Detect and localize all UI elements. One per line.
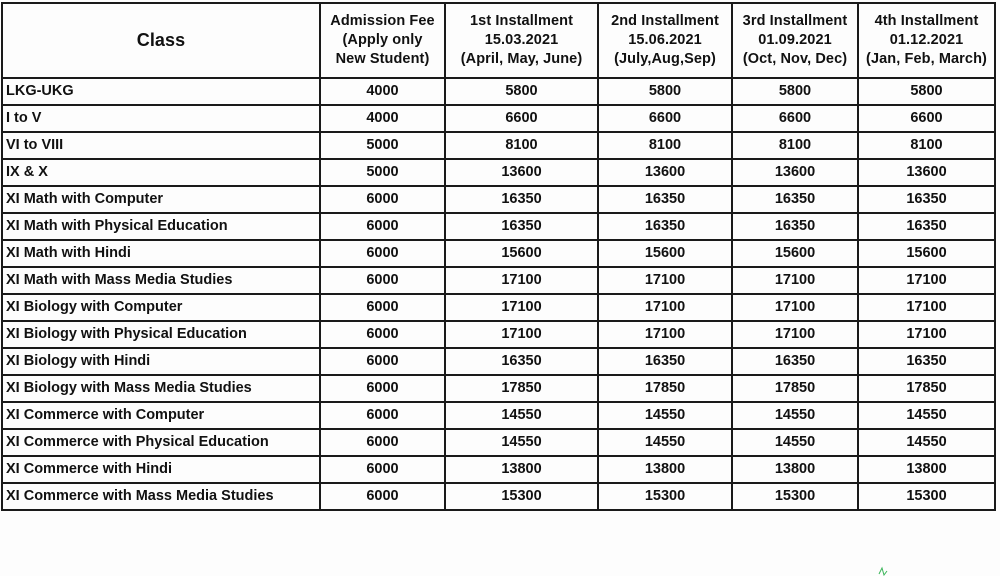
cell-installment-1: 17100 (445, 267, 598, 294)
fee-table (1, 2, 996, 511)
cell-admission-fee: 6000 (320, 348, 445, 375)
cell-installment-3: 13600 (732, 159, 858, 186)
cell-admission-fee: 6000 (320, 483, 445, 510)
table-row (2, 375, 995, 402)
cell-admission-fee: 5000 (320, 159, 445, 186)
cell-installment-1: 14550 (445, 402, 598, 429)
cell-installment-2: 6600 (598, 105, 732, 132)
cell-class: XI Math with Physical Education (2, 213, 320, 240)
cell-admission-fee: 6000 (320, 213, 445, 240)
cell-admission-fee: 6000 (320, 267, 445, 294)
cell-class: XI Commerce with Mass Media Studies (2, 483, 320, 510)
cell-installment-2: 17850 (598, 375, 732, 402)
table-row (2, 159, 995, 186)
cell-installment-4: 13600 (858, 159, 995, 186)
table-row (2, 456, 995, 483)
header-installment-1 (445, 3, 598, 78)
cell-class: XI Commerce with Physical Education (2, 429, 320, 456)
cell-installment-2: 15600 (598, 240, 732, 267)
header-inst1-line-2: 15.03.2021 (484, 32, 559, 48)
cell-class: LKG-UKG (2, 78, 320, 105)
cell-installment-2: 13800 (598, 456, 732, 483)
cell-installment-2: 15300 (598, 483, 732, 510)
cell-class: XI Biology with Hindi (2, 348, 320, 375)
table-row (2, 240, 995, 267)
header-class: Class (2, 3, 320, 78)
cell-installment-3: 16350 (732, 348, 858, 375)
cell-installment-3: 17100 (732, 294, 858, 321)
cell-admission-fee: 6000 (320, 321, 445, 348)
cell-class: XI Math with Mass Media Studies (2, 267, 320, 294)
pen-tick-mark (878, 565, 888, 576)
cell-installment-4: 13800 (858, 456, 995, 483)
header-inst1-line-1: 1st Installment (469, 13, 574, 29)
table-row (2, 294, 995, 321)
header-inst3-line-2: 01.09.2021 (758, 32, 832, 48)
cell-admission-fee: 6000 (320, 402, 445, 429)
table-row (2, 429, 995, 456)
header-inst1-line-3: (April, May, June) (460, 51, 583, 67)
table-row (2, 402, 995, 429)
header-inst2-line-1: 2nd Installment (611, 13, 719, 29)
cell-admission-fee: 4000 (320, 78, 445, 105)
cell-installment-1: 16350 (445, 348, 598, 375)
header-admission-line-1: Admission Fee (330, 13, 435, 29)
cell-class: I to V (2, 105, 320, 132)
cell-installment-3: 6600 (732, 105, 858, 132)
cell-installment-3: 13800 (732, 456, 858, 483)
cell-installment-1: 15300 (445, 483, 598, 510)
cell-installment-4: 17100 (858, 321, 995, 348)
cell-installment-4: 5800 (858, 78, 995, 105)
cell-admission-fee: 6000 (320, 456, 445, 483)
cell-installment-2: 14550 (598, 402, 732, 429)
cell-installment-4: 17100 (858, 294, 995, 321)
cell-installment-3: 5800 (732, 78, 858, 105)
cell-installment-4: 15300 (858, 483, 995, 510)
header-inst2-line-3: (July,Aug,Sep) (614, 51, 716, 67)
cell-installment-2: 16350 (598, 348, 732, 375)
cell-installment-4: 17850 (858, 375, 995, 402)
header-admission-line-3: New Student) (335, 51, 430, 67)
header-admission-line-2: (Apply only (342, 32, 423, 48)
fee-table-header (2, 3, 995, 78)
cell-installment-1: 17850 (445, 375, 598, 402)
cell-installment-2: 8100 (598, 132, 732, 159)
cell-admission-fee: 6000 (320, 375, 445, 402)
cell-class: IX & X (2, 159, 320, 186)
cell-class: XI Math with Computer (2, 186, 320, 213)
header-inst2-line-2: 15.06.2021 (628, 32, 702, 48)
cell-installment-2: 16350 (598, 213, 732, 240)
cell-admission-fee: 6000 (320, 294, 445, 321)
cell-installment-2: 17100 (598, 294, 732, 321)
table-row (2, 186, 995, 213)
cell-admission-fee: 6000 (320, 186, 445, 213)
cell-class: VI to VIII (2, 132, 320, 159)
cell-installment-3: 15600 (732, 240, 858, 267)
cell-class: XI Commerce with Hindi (2, 456, 320, 483)
cell-installment-2: 5800 (598, 78, 732, 105)
cell-installment-4: 17100 (858, 267, 995, 294)
cell-installment-4: 16350 (858, 186, 995, 213)
cell-admission-fee: 6000 (320, 240, 445, 267)
table-row (2, 105, 995, 132)
cell-installment-4: 15600 (858, 240, 995, 267)
cell-installment-3: 17850 (732, 375, 858, 402)
cell-installment-3: 15300 (732, 483, 858, 510)
cell-installment-4: 14550 (858, 402, 995, 429)
cell-class: XI Math with Hindi (2, 240, 320, 267)
cell-installment-1: 13600 (445, 159, 598, 186)
table-row (2, 348, 995, 375)
cell-installment-3: 17100 (732, 267, 858, 294)
cell-installment-3: 17100 (732, 321, 858, 348)
cell-installment-2: 17100 (598, 321, 732, 348)
header-admission-fee (320, 3, 445, 78)
header-inst3-line-3: (Oct, Nov, Dec) (742, 51, 848, 67)
table-row (2, 78, 995, 105)
cell-admission-fee: 6000 (320, 429, 445, 456)
cell-installment-4: 14550 (858, 429, 995, 456)
table-row (2, 267, 995, 294)
cell-installment-1: 17100 (445, 321, 598, 348)
cell-installment-2: 17100 (598, 267, 732, 294)
cell-installment-3: 14550 (732, 402, 858, 429)
cell-admission-fee: 4000 (320, 105, 445, 132)
cell-installment-3: 14550 (732, 429, 858, 456)
cell-installment-4: 16350 (858, 213, 995, 240)
cell-installment-1: 13800 (445, 456, 598, 483)
cell-admission-fee: 5000 (320, 132, 445, 159)
header-row (2, 3, 995, 78)
cell-class: XI Biology with Mass Media Studies (2, 375, 320, 402)
cell-installment-1: 6600 (445, 105, 598, 132)
cell-class: XI Commerce with Computer (2, 402, 320, 429)
cell-class: XI Biology with Computer (2, 294, 320, 321)
header-installment-2 (598, 3, 732, 78)
cell-installment-1: 14550 (445, 429, 598, 456)
cell-installment-1: 16350 (445, 186, 598, 213)
header-inst4-line-3: (Jan, Feb, March) (866, 51, 987, 67)
header-inst3-line-1: 3rd Installment (742, 13, 848, 29)
cell-installment-3: 16350 (732, 186, 858, 213)
cell-installment-3: 8100 (732, 132, 858, 159)
fee-table-body (2, 78, 995, 510)
cell-installment-4: 16350 (858, 348, 995, 375)
cell-installment-2: 13600 (598, 159, 732, 186)
header-inst4-line-2: 01.12.2021 (889, 32, 964, 48)
cell-installment-1: 8100 (445, 132, 598, 159)
table-row (2, 132, 995, 159)
cell-installment-2: 14550 (598, 429, 732, 456)
header-installment-3 (732, 3, 858, 78)
cell-class: XI Biology with Physical Education (2, 321, 320, 348)
cell-installment-1: 16350 (445, 213, 598, 240)
cell-installment-1: 5800 (445, 78, 598, 105)
cell-installment-4: 6600 (858, 105, 995, 132)
table-row (2, 213, 995, 240)
header-inst4-line-1: 4th Installment (874, 13, 979, 29)
cell-installment-1: 15600 (445, 240, 598, 267)
table-row (2, 321, 995, 348)
cell-installment-1: 17100 (445, 294, 598, 321)
cell-installment-4: 8100 (858, 132, 995, 159)
cell-installment-3: 16350 (732, 213, 858, 240)
header-installment-4 (858, 3, 995, 78)
cell-installment-2: 16350 (598, 186, 732, 213)
table-row (2, 483, 995, 510)
